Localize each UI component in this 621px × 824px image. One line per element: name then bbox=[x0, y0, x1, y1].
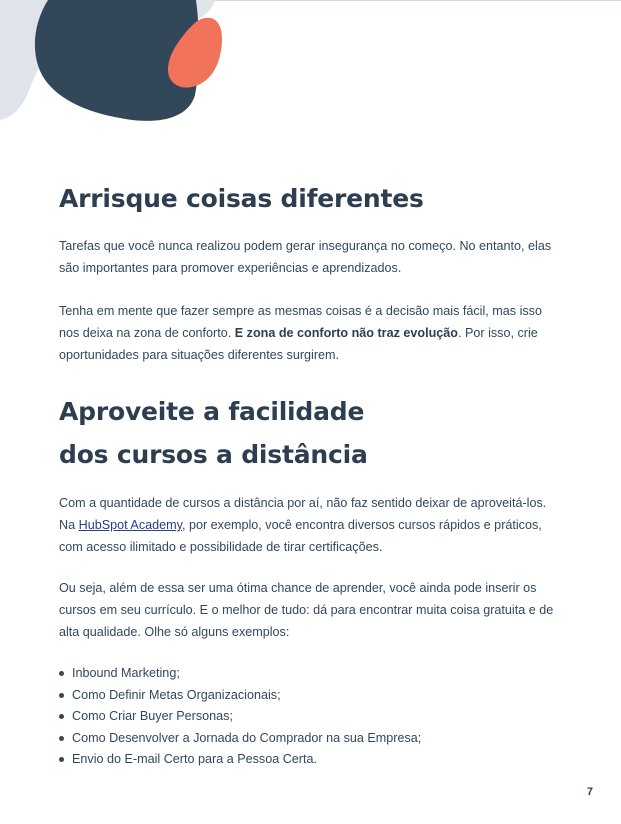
paragraph-line: com acesso ilimitado e possibilidade de tirar certificações. bbox=[59, 540, 383, 554]
paragraph-line: alta qualidade. Olhe só alguns exemplos: bbox=[59, 625, 290, 639]
heading-line: Arrisque coisas diferentes bbox=[59, 184, 424, 213]
hubspot-academy-link[interactable] bbox=[79, 518, 182, 532]
paragraph-line: cursos em seu currículo. E o melhor de tudo: dá para encontrar muita coisa gratuita e de bbox=[59, 603, 554, 617]
bullet-dot-icon bbox=[59, 714, 64, 719]
paragraph-line: Com a quantidade de cursos a distância por aí, não faz sentido deixar de aproveitá-los. bbox=[59, 496, 547, 510]
list-item-text: Inbound Marketing; bbox=[72, 666, 180, 680]
paragraph-line: são importantes para promover experiências e aprendizados. bbox=[59, 261, 402, 275]
heading-arrisque bbox=[59, 177, 424, 220]
list-item-text: Como Desenvolver a Jornada do Comprador na sua Empresa; bbox=[72, 730, 422, 745]
paragraph-line: Ou seja, além de essa ser uma ótima chance de aprender, você ainda pode inserir os bbox=[59, 581, 537, 595]
list-item bbox=[59, 685, 421, 707]
paragraph-tarefas bbox=[59, 235, 559, 279]
decorative-blobs bbox=[0, 0, 240, 130]
link-text[interactable]: HubSpot Academy bbox=[78, 518, 182, 532]
heading-line: Aproveite a facilidade bbox=[59, 397, 365, 426]
list-item-text: Como Criar Buyer Personas; bbox=[72, 709, 233, 723]
bullet-dot-icon bbox=[59, 736, 64, 741]
course-examples-list bbox=[59, 663, 421, 771]
paragraph-tenha bbox=[59, 300, 559, 366]
bullet-dot-icon bbox=[59, 757, 64, 762]
text-fragment: nos deixa na zona de conforto. bbox=[59, 326, 235, 340]
heading-aproveite bbox=[59, 390, 368, 476]
list-item bbox=[59, 728, 421, 750]
list-item bbox=[59, 663, 421, 685]
list-item bbox=[59, 706, 421, 728]
page-number: 7 bbox=[586, 786, 593, 798]
list-item-text: Como Definir Metas Organizacionais; bbox=[72, 687, 281, 702]
text-fragment: . Por isso, crie bbox=[457, 326, 538, 340]
paragraph-com-a-quantidade bbox=[59, 492, 559, 558]
paragraph-line bbox=[59, 322, 559, 344]
bullet-dot-icon bbox=[59, 671, 64, 676]
bold-phrase: E zona de conforto não traz evolução bbox=[234, 326, 458, 340]
bullet-dot-icon bbox=[59, 693, 64, 698]
paragraph-ou-seja bbox=[59, 577, 559, 643]
text-fragment: , por exemplo, você encontra diversos cursos rápidos e práticos, bbox=[181, 518, 542, 532]
paragraph-line bbox=[59, 514, 559, 536]
paragraph-line: Tarefas que você nunca realizou podem gerar insegurança no começo. No entanto, elas bbox=[59, 239, 552, 253]
heading-line: dos cursos a distância bbox=[59, 440, 368, 469]
paragraph-line: oportunidades para situações diferentes surgirem. bbox=[59, 348, 340, 362]
paragraph-line: Tenha em mente que fazer sempre as mesmas coisas é a decisão mais fácil, mas isso bbox=[59, 304, 542, 318]
text-fragment: Na bbox=[59, 518, 79, 532]
list-item bbox=[59, 749, 421, 771]
list-item-text: Envio do E-mail Certo para a Pessoa Certa. bbox=[72, 752, 317, 766]
